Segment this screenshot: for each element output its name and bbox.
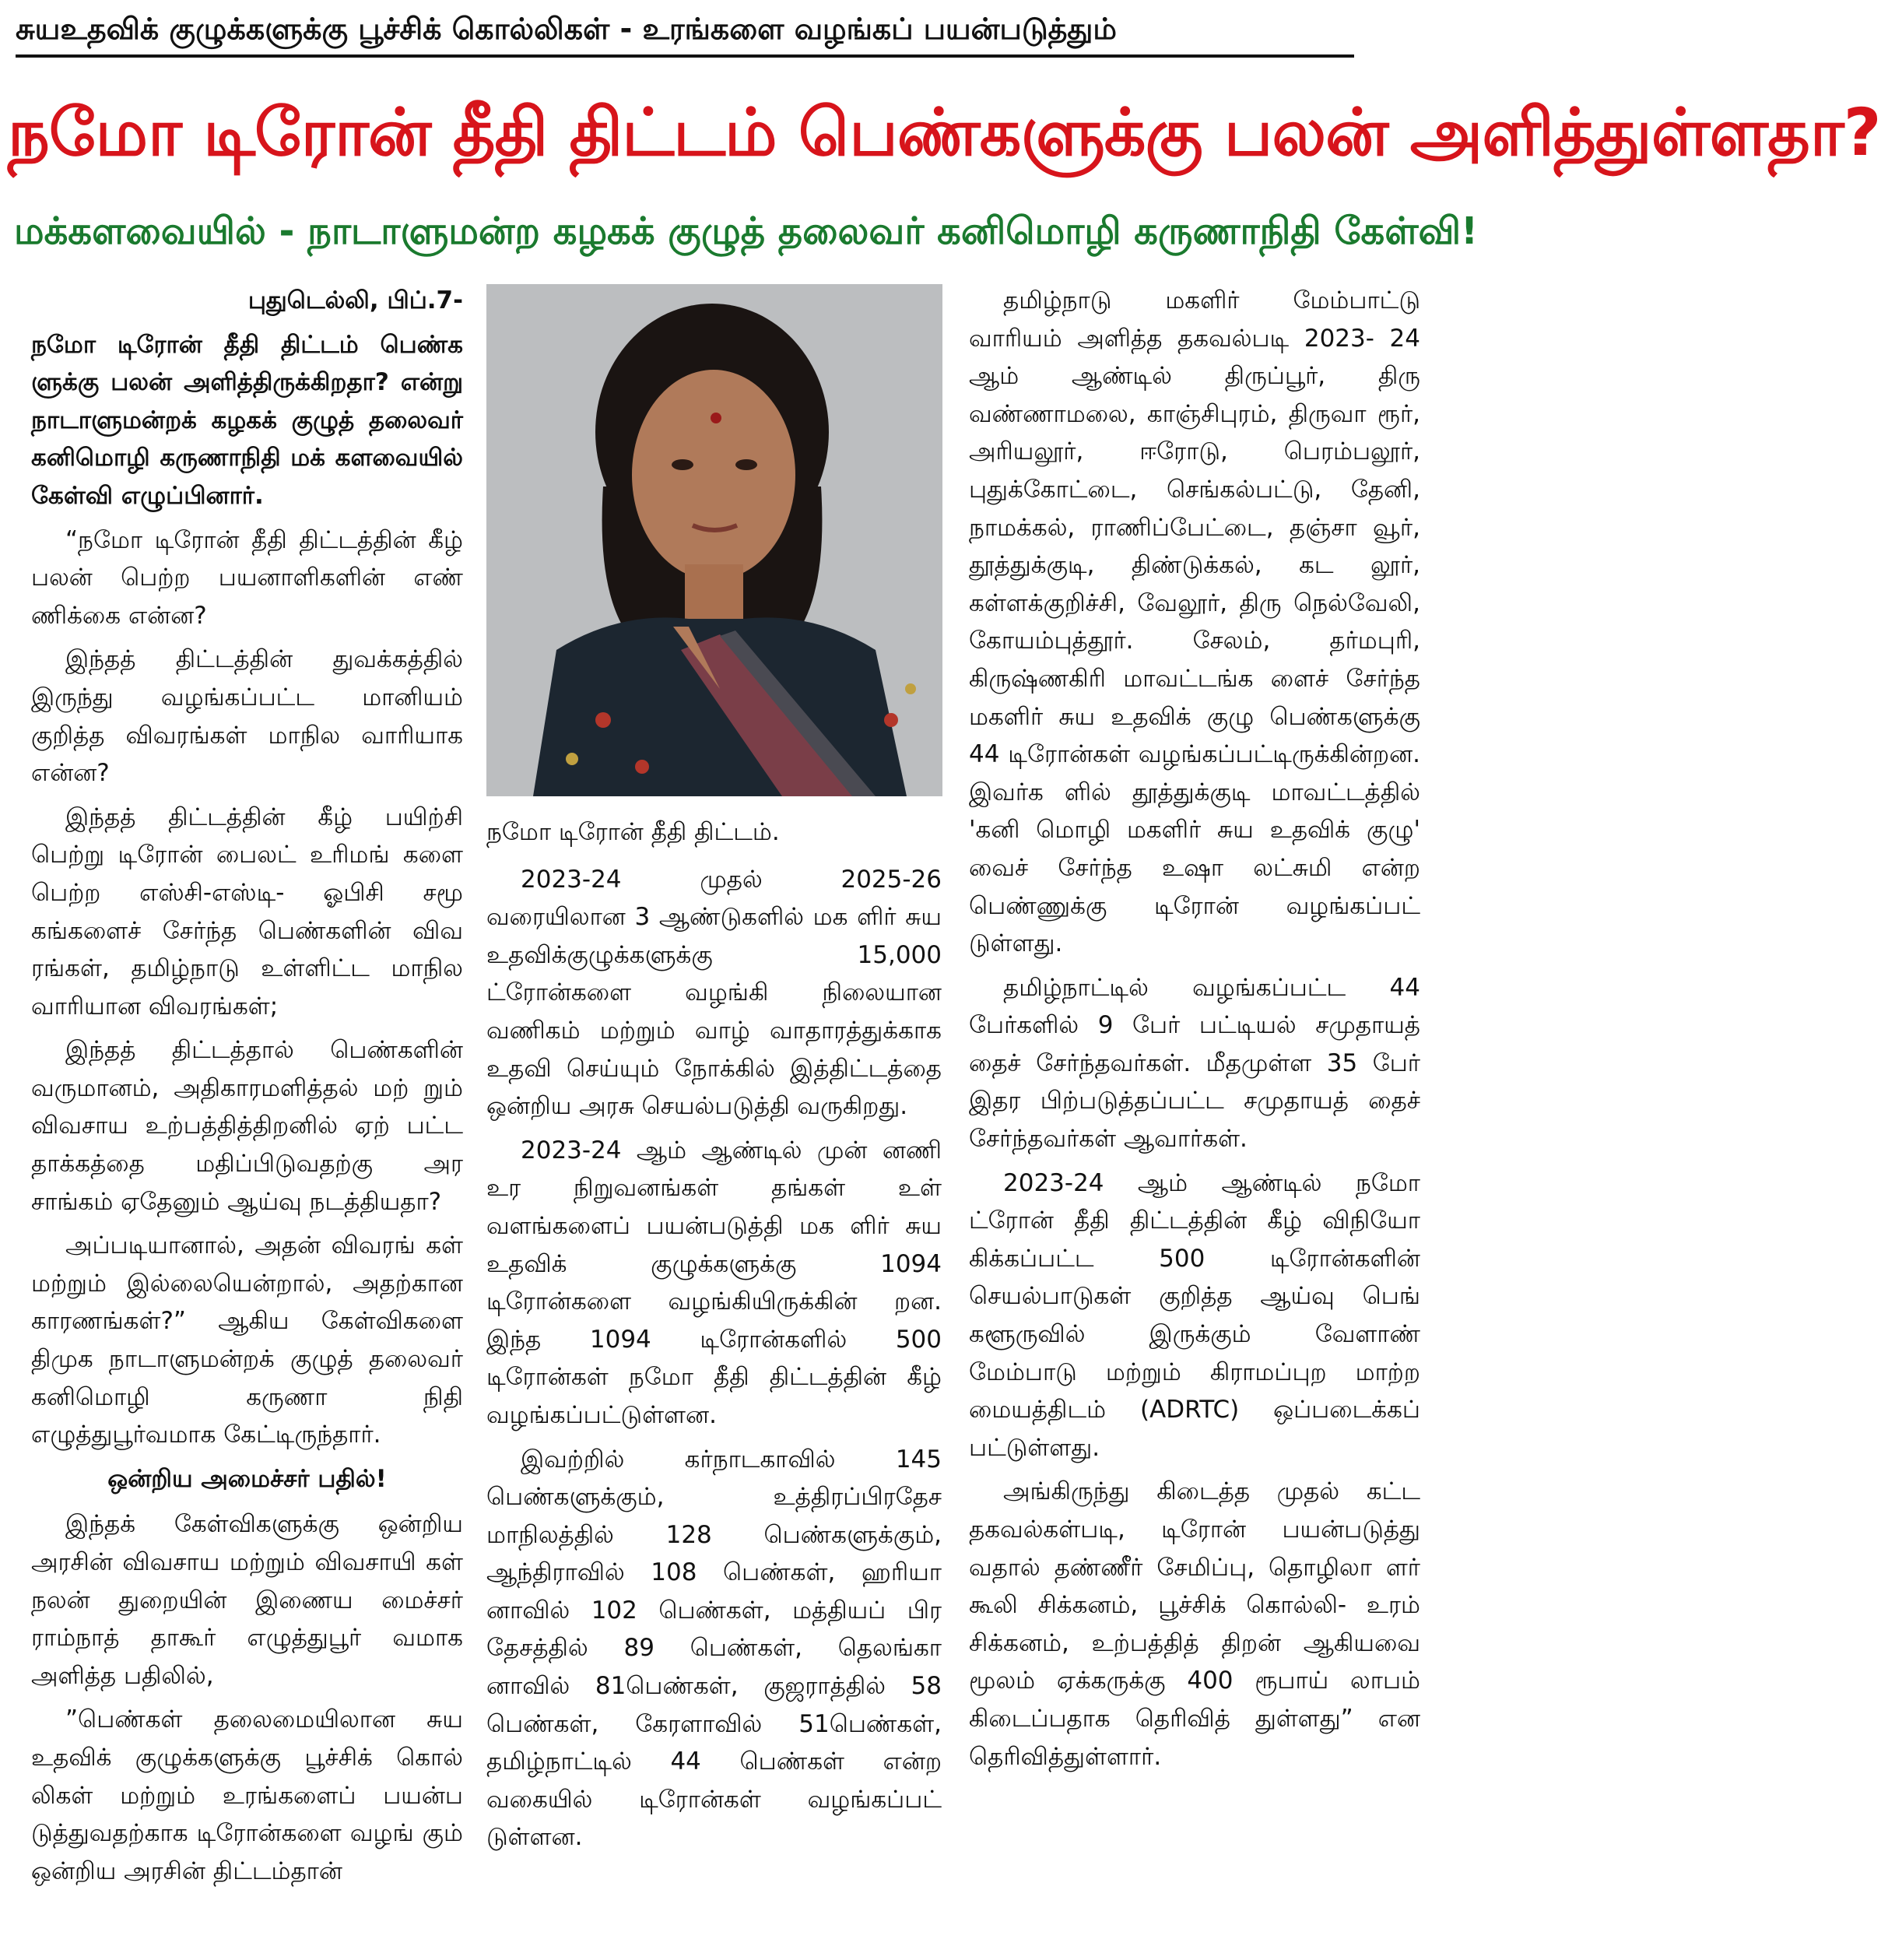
kicker-headline: சுயஉதவிக் குழுக்களுக்கு பூச்சிக் கொல்லிகள் - உரங்களை வழங்கப் பயன்படுத்தும் <box>16 12 1117 46</box>
paragraph: தமிழ்நாடு மகளிர் மேம்பாட்டு வாரியம் அளித்த தகவல்படி 2023- 24 ஆம் ஆண்டில் திருப்பூர், திரு வண்ணாமலை, காஞ்சிபுரம், திருவா ரூர், அரியலூர், ஈரோடு, பெரம்பலூர், புதுக்கோட்டை, செங்கல்பட்டு, தேனி, நாமக்கல், ராணிப்பேட்டை, தஞ்சா வூர், தூத்துக்குடி, திண்டுக்கல், கட லூர், கள்ளக்குறிச்சி, வேலூர், திரு நெல்வேலி, கோயம்புத்தூர். சேலம், தர்மபுரி, கிருஷ்ணகிரி மாவட்டங்க ளைச் சேர்ந்த மகளிர் சுய உதவிக் குழு பெண்களுக்கு 44 டிரோன்கள் வழங்கப்பட்டிருக்கின்றன. இவர்க ளில் தூத்துக்குடி மாவட்டத்தில் 'கனி மொழி மகளிர் சுய உதவிக் குழு' வைச் சேர்ந்த உஷா லட்சுமி என்ற பெண்ணுக்கு டிரோன் வழங்கப்பட் டுள்ளது. <box>969 286 1420 958</box>
paragraph: அப்படியானால், அதன் விவரங் கள் மற்றும் இல்லையென்றால், அதற்கான காரணங்கள்?” ஆகிய கேள்விகளை திமுக நாடாளுமன்றக் குழுத் தலைவர் கனிமொழி கருணா நிதி எழுத்துபூர்வமாக கேட்டிருந்தார். <box>31 1231 463 1449</box>
paragraph: “நமோ டிரோன் தீதி திட்டத்தின் கீழ் பலன் பெற்ற பயனாளிகளின் எண் ணிக்கை என்ன? <box>31 525 463 630</box>
paragraph: அங்கிருந்து கிடைத்த முதல் கட்ட தகவல்கள்படி, டிரோன் பயன்படுத்து வதால் தண்ணீர் சேமிப்பு, தொழிலா ளர் கூலி சிக்கனம், பூச்சிக் கொல்லி- உரம் சிக்கனம், உற்பத்தித் திறன் ஆகியவை மூலம் ஏக்கருக்கு 400 ரூபாய் லாபம் கிடைப்பதாக தெரிவித் துள்ளது” என தெரிவித்துள்ளார். <box>969 1477 1420 1771</box>
paragraph: இந்தத் திட்டத்தால் பெண்களின் வருமானம், அதிகாரமளித்தல் மற் றும் விவசாய உற்பத்தித்திறனில் ஏற் பட்ட தாக்கத்தை மதிப்பிடுவதற்கு அர சாங்கம் ஏதேனும் ஆய்வு நடத்தியதா? <box>31 1036 463 1216</box>
paragraph: இந்தத் திட்டத்தின் கீழ் பயிற்சி பெற்று டிரோன் பைலட் உரிமங் களை பெற்ற எஸ்சி-எஸ்டி- ஓபிசி சமூ கங்களைச் சேர்ந்த பெண்களின் விவ ரங்கள், தமிழ்நாடு உள்ளிட்ட மாநில வாரியான விவரங்கள்; <box>31 803 463 1020</box>
portrait-illustration <box>486 284 942 796</box>
article-column-2 <box>486 813 942 1863</box>
photo-caption: நமோ டிரோன் தீதி திட்டம். <box>486 818 780 846</box>
paragraph: ”பெண்கள் தலைமையிலான சுய உதவிக் குழுக்களுக்கு பூச்சிக் கொல் லிகள் மற்றும் உரங்களைப் பயன்ப டுத்துவதற்காக டிரோன்களை வழங் கும் ஒன்றிய அரசின் திட்டம்தான் <box>31 1705 463 1885</box>
paragraph: 2023-24 ஆம் ஆண்டில் நமோ ட்ரோன் தீதி திட்டத்தின் கீழ் விநியோ கிக்கப்பட்ட 500 டிரோன்களின் செயல்பாடுகள் குறித்த ஆய்வு பெங் களூருவில் இருக்கும் வேளாண் மேம்பாடு மற்றும் கிராமப்புற மாற்ற மையத்திடம் (ADRTC) ஒப்படைக்கப் பட்டுள்ளது. <box>969 1168 1420 1462</box>
kicker-underline <box>16 54 1354 58</box>
paragraph: 2023-24 ஆம் ஆண்டில் முன் னணி உர நிறுவனங்கள் தங்கள் உள் வளங்களைப் பயன்படுத்தி மக ளிர் சுய உதவிக் குழுக்களுக்கு 1094 டிரோன்களை வழங்கியிருக்கின் றன. இந்த 1094 டிரோன்களில் 500 டிரோன்கள் நமோ தீதி திட்டத்தின் கீழ் வழங்கப்பட்டுள்ளன. <box>486 1136 942 1429</box>
main-headline: நமோ டிரோன் தீதி திட்டம் பெண்களுக்கு பலன் அளித்துள்ளதா? <box>8 94 1881 170</box>
sub-headline: மக்களவையில் - நாடாளுமன்ற கழகக் குழுத் தலைவர் கனிமொழி கருணாநிதி கேள்வி! <box>14 209 1478 253</box>
paragraph: இந்தத் திட்டத்தின் துவக்கத்தில் இருந்து வழங்கப்பட்ட மானியம் குறித்த விவரங்கள் மாநில வாரியாக என்ன? <box>31 645 463 788</box>
article-column-1 <box>31 282 463 1896</box>
article-column-3 <box>969 282 1420 1782</box>
dateline: புதுடெல்லி, பிப்.7- <box>247 286 463 314</box>
paragraph: இந்தக் கேள்விகளுக்கு ஒன்றிய அரசின் விவசாய மற்றும் விவசாயி கள் நலன் துறையின் இணைய மைச்சர் ராம்நாத் தாகூர் எழுத்துபூர் வமாக அளித்த பதிலில், <box>31 1510 463 1690</box>
paragraph: 2023-24 முதல் 2025-26 வரையிலான 3 ஆண்டுகளில் மக ளிர் சுய உதவிக்குழுக்களுக்கு 15,000 ட்ரோன்களை வழங்கி நிலையான வணிகம் மற்றும் வாழ் வாதாரத்துக்காக உதவி செய்யும் நோக்கில் இத்திட்டத்தை ஒன்றிய அரசு செயல்படுத்தி வருகிறது. <box>486 865 942 1121</box>
paragraph: இவற்றில் கர்நாடகாவில் 145 பெண்களுக்கும், உத்திரப்பிரதேச மாநிலத்தில் 128 பெண்களுக்கும், ஆந்திராவில் 108 பெண்கள், ஹரியா னாவில் 102 பெண்கள், மத்தியப் பிர தேசத்தில் 89 பெண்கள், தெலங்கா னாவில் 81பெண்கள், குஜராத்தில் 58 பெண்கள், கேரளாவில் 51பெண்கள், தமிழ்நாட்டில் 44 பெண்கள் என்ற வகையில் டிரோன்கள் வழங்கப்பட் டுள்ளன. <box>486 1445 942 1852</box>
lead-paragraph: நமோ டிரோன் தீதி திட்டம் பெண்க ளுக்கு பலன் அளித்திருக்கிறதா? என்று நாடாளுமன்றக் கழகக் குழுத் தலைவர் கனிமொழி கருணாநிதி மக் களவையில் கேள்வி எழுப்பினார். <box>31 330 463 510</box>
portrait-photo <box>486 284 942 796</box>
paragraph: தமிழ்நாட்டில் வழங்கப்பட்ட 44 பேர்களில் 9 பேர் பட்டியல் சமுதாயத் தைச் சேர்ந்தவர்கள். மீதமுள்ள 35 பேர் இதர பிற்படுத்தப்பட்ட சமுதாயத் தைச் சேர்ந்தவர்கள் ஆவார்கள். <box>969 973 1420 1154</box>
section-subheading: ஒன்றிய அமைச்சர் பதில்! <box>107 1464 387 1493</box>
